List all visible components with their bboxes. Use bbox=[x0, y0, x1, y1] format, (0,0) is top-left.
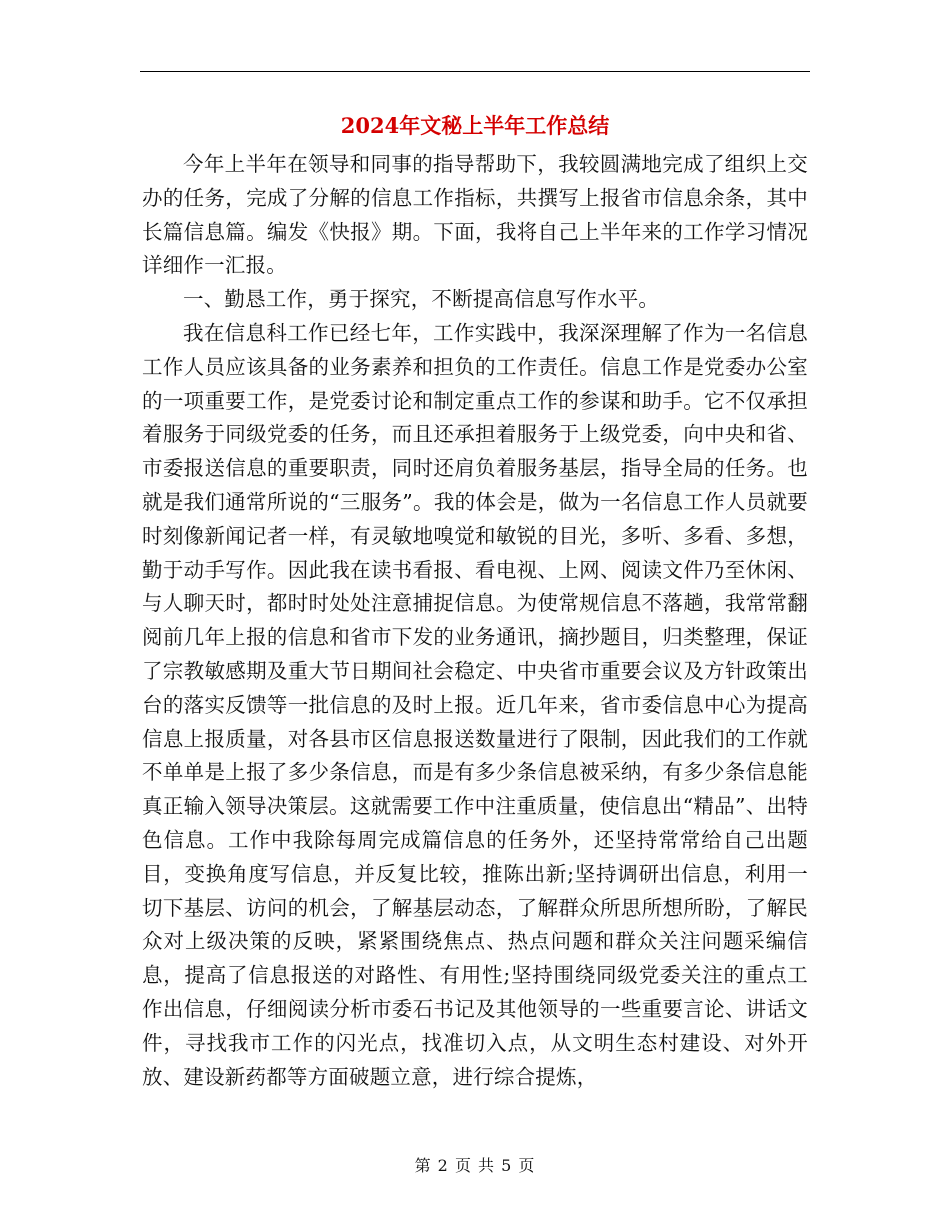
paragraph-intro: 今年上半年在领导和同事的指导帮助下，我较圆满地完成了组织上交办的任务，完成了分解的信息工作指标，共撰写上报省市信息余条，其中长篇信息篇。编发《快报》期。下面，我将自己上半年来的工作学习情况详细作一汇报。 bbox=[142, 152, 808, 278]
document-title: 2024年文秘上半年工作总结 bbox=[340, 113, 610, 138]
paragraph-body: 我在信息科工作已经七年，工作实践中，我深深理解了作为一名信息工作人员应该具备的业务素养和担负的工作责任。信息工作是党委办公室的一项重要工作，是党委讨论和制定重点工作的参谋和助手。它不仅承担着服务于同级党委的任务，而且还承担着服务于上级党委，向中央和省、市委报送信息的重要职责，同时还肩负着服务基层，指导全局的任务。也就是我们通常所说的“三服务”。我的体会是，做为一名信息工作人员就要时刻像新闻记者一样，有灵敏地嗅觉和敏锐的目光，多听、多看、多想，勤于动手写作。因此我在读书看报、看电视、上网、阅读文件乃至休闲、与人聊天时，都时时处处注意捕捉信息。为使常规信息不落趟，我常常翻阅前几年上报的信息和省市下发的业务通讯，摘抄题目，归类整理，保证了宗教敏感期及重大节日期间社会稳定、中央省市重要会议及方针政策出台的落实反馈等一批信息的及时上报。近几年来，省市委信息中心为提高信息上报质量，对各县市区信息报送数量进行了限制，因此我们的工作就不单单是上报了多少条信息，而是有多少条信息被采纳，有多少条信息能真正输入领导决策层。这就需要工作中注重质量，使信息出“精品”、出特色信息。工作中我除每周完成篇信息的任务外，还坚持常常给自己出题目，变换角度写信息，并反复比较，推陈出新;坚持调研出信息，利用一切下基层、访问的机会，了解基层动态，了解群众所思所想所盼，了解民众对上级决策的反映，紧紧围绕焦点、热点问题和群众关注问题采编信息，提高了信息报送的对路性、有用性;坚持围绕同级党委关注的重点工作出信息，仔细阅读分析市委石书记及其他领导的一些重要言论、讲话文件，寻找我市工作的闪光点，找准切入点，从文明生态村建设、对外开放、建设新药都等方面破题立意，进行综合提炼， bbox=[142, 320, 808, 1089]
document-body bbox=[142, 148, 808, 1094]
section-heading: 一、勤恳工作，勇于探究，不断提高信息写作水平。 bbox=[183, 287, 660, 312]
page-number: 第 2 页 共 5 页 bbox=[414, 1156, 536, 1175]
header-rule bbox=[140, 71, 810, 72]
